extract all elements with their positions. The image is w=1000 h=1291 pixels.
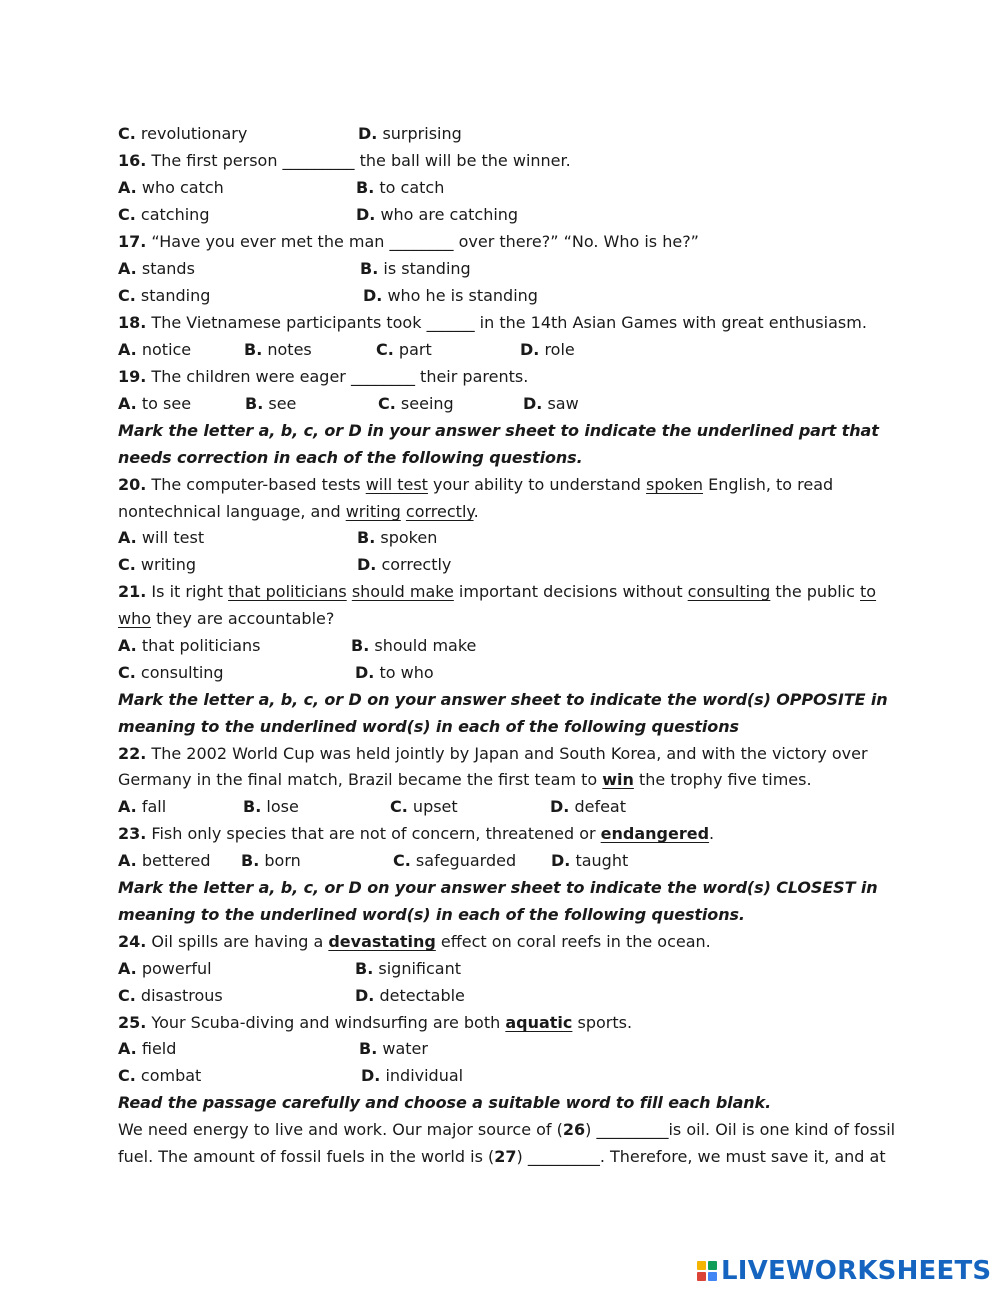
instruction-closest: Mark the letter a, b, c, or D on your answer sheet to indicate the word(s) CLOSEST in (118, 878, 878, 897)
q18-options[interactable]: A. notice B. notes C. part D. role (118, 340, 575, 359)
instruction-error-identification-cont: needs correction in each of the following questions. (118, 448, 583, 467)
q25-options-cd[interactable]: C. combat D. individual (118, 1066, 464, 1085)
passage-line-1: We need energy to live and work. Our major source of (26) _________is oil. Oil is one kind of fossil (118, 1120, 896, 1139)
instruction-passage: Read the passage carefully and choose a suitable word to fill each blank. (118, 1093, 772, 1112)
liveworksheets-logo (697, 1255, 991, 1287)
q24-options-cd[interactable]: C. disastrous D. detectable (118, 986, 465, 1005)
q20-options-ab[interactable]: A. will test B. spoken (118, 528, 438, 547)
question-23: 23. Fish only species that are not of concern, threatened or endangered. (118, 824, 715, 843)
q25-options-ab[interactable]: A. field B. water (118, 1039, 428, 1058)
question-20-cont: nontechnical language, and writing correctly. (118, 502, 479, 521)
instruction-opposite: Mark the letter a, b, c, or D on your answer sheet to indicate the word(s) OPPOSITE in (118, 690, 888, 709)
instruction-error-identification: Mark the letter a, b, c, or D in your answer sheet to indicate the underlined part that (118, 421, 879, 440)
brand-name: LIVEWORKSHEETS (721, 1256, 992, 1286)
question-24: 24. Oil spills are having a devastating effect on coral reefs in the ocean. (118, 932, 711, 951)
question-19: 19. The children were eager ________ their parents. (118, 367, 529, 386)
question-22: 22. The 2002 World Cup was held jointly by Japan and South Korea, and with the victory over (118, 744, 868, 763)
question-20: 20. The computer-based tests will test your ability to understand spoken English, to read (118, 475, 834, 494)
question-17: 17. “Have you ever met the man ________ over there?” “No. Who is he?” (118, 232, 699, 251)
q21-options-ab[interactable]: A. that politicians B. should make (118, 636, 477, 655)
question-18: 18. The Vietnamese participants took ______ in the 14th Asian Games with great enthusiasm. (118, 313, 867, 332)
question-16: 16. The first person _________ the ball will be the winner. (118, 151, 571, 170)
q15-options-cd: C. revolutionary D. surprising (118, 124, 462, 143)
q16-options-ab[interactable]: A. who catch B. to catch (118, 178, 445, 197)
instruction-opposite-cont: meaning to the underlined word(s) in each of the following questions (118, 717, 739, 736)
passage-line-2: fuel. The amount of fossil fuels in the world is (27) _________. Therefore, we must save it, and at (118, 1147, 886, 1166)
q19-options[interactable]: A. to see B. see C. seeing D. saw (118, 394, 579, 413)
q20-options-cd[interactable]: C. writing D. correctly (118, 555, 452, 574)
question-21-cont: who they are accountable? (118, 609, 335, 628)
q21-options-cd[interactable]: C. consulting D. to who (118, 663, 434, 682)
liveworksheets-mark-icon (697, 1261, 717, 1281)
q16-options-cd[interactable]: C. catching D. who are catching (118, 205, 519, 224)
q23-options[interactable]: A. bettered B. born C. safeguarded D. taught (118, 851, 629, 870)
q17-options-cd[interactable]: C. standing D. who he is standing (118, 286, 538, 305)
question-22-cont: Germany in the final match, Brazil became the first team to win the trophy five times. (118, 770, 812, 789)
instruction-closest-cont: meaning to the underlined word(s) in each of the following questions. (118, 905, 745, 924)
question-25: 25. Your Scuba-diving and windsurfing are both aquatic sports. (118, 1013, 633, 1032)
question-21: 21. Is it right that politicians should make important decisions without consulting the public to (118, 582, 877, 601)
q24-options-ab[interactable]: A. powerful B. significant (118, 959, 461, 978)
q17-options-ab[interactable]: A. stands B. is standing (118, 259, 471, 278)
q22-options[interactable]: A. fall B. lose C. upset D. defeat (118, 797, 627, 816)
